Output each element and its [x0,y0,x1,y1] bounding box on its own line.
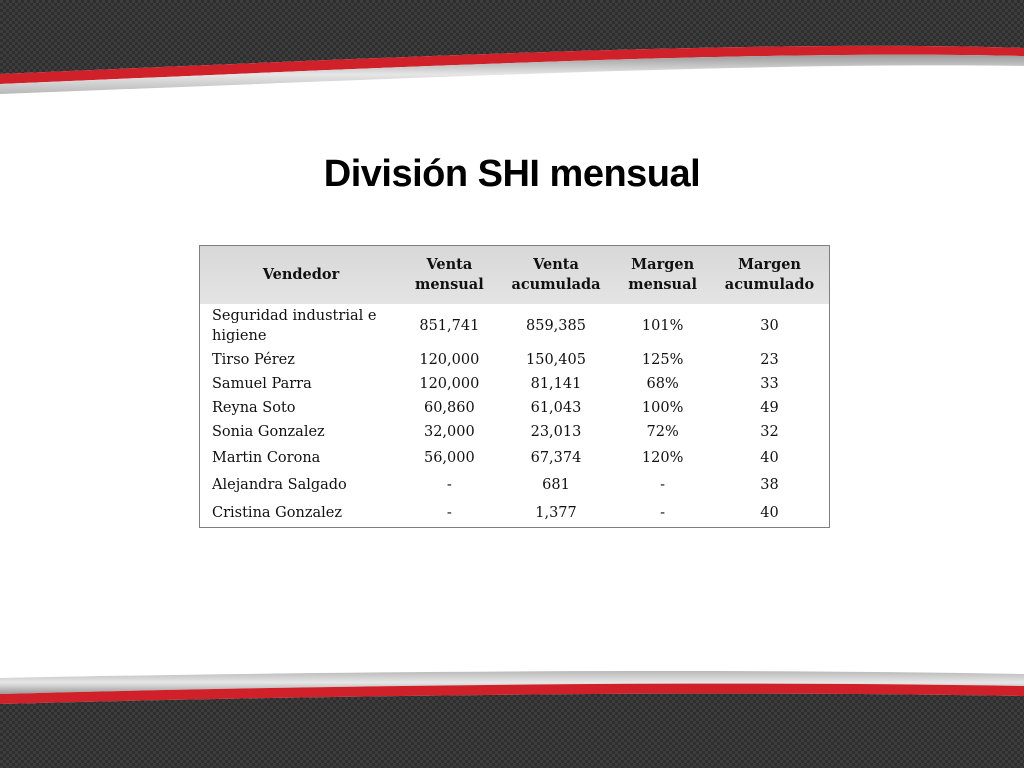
cell-vendedor: Alejandra Salgado [212,477,347,493]
cell-margen-mensual: 100% [641,400,684,416]
cell-venta-acumulada: 150,405 [526,352,586,368]
cell-vendedor: Reyna Soto [212,400,296,416]
cell-margen-mensual: 72% [646,424,679,440]
table-row [200,444,830,471]
cell-margen-acumulado: 23 [760,352,779,368]
cell-venta-mensual: 60,860 [423,400,475,416]
cell-vendedor: Tirso Pérez [212,352,295,368]
table-row [200,304,830,348]
cell-margen-mensual: 125% [641,352,684,368]
cell-margen-acumulado: 30 [760,318,779,334]
cell-margen-mensual: 101% [641,318,684,334]
slide-title: División SHI mensual [323,153,701,196]
cell-vendedor: Cristina Gonzalez [212,505,342,521]
cell-vendedor: Sonia Gonzalez [212,424,325,440]
cell-venta-acumulada: 61,043 [530,400,582,416]
cell-venta-acumulada: 1,377 [535,505,577,521]
table-row [200,420,830,444]
cell-margen-acumulado: 38 [760,477,779,493]
table-row [200,372,830,396]
bottom-decorative-band [0,664,1024,768]
cell-venta-acumulada: 859,385 [526,318,586,334]
header-venta-acumulada: Venta acumulada [511,256,601,293]
cell-venta-mensual: - [446,505,452,521]
cell-margen-acumulado: 33 [760,376,779,392]
table-header-row [200,246,830,305]
cell-venta-acumulada: 81,141 [530,376,582,392]
header-margen-acumulado: Margen acumulado [724,256,815,293]
cell-venta-acumulada: 681 [542,477,570,493]
cell-margen-acumulado: 40 [760,449,779,466]
sales-table [199,245,830,528]
header-margen-mensual: Margen mensual [628,256,697,293]
cell-margen-mensual: 120% [641,449,684,466]
cell-venta-acumulada: 23,013 [530,424,582,440]
cell-margen-acumulado: 40 [760,505,779,521]
cell-vendedor: Samuel Parra [212,376,312,392]
cell-venta-mensual: 851,741 [419,318,480,334]
cell-venta-mensual: 120,000 [419,376,480,392]
cell-venta-mensual: 56,000 [423,449,475,466]
cell-margen-mensual: - [660,477,666,493]
cell-margen-mensual: - [660,505,666,521]
cell-vendedor: Martin Corona [212,449,321,466]
cell-margen-mensual: 68% [646,376,679,392]
cell-venta-acumulada: 67,374 [530,449,582,466]
cell-venta-mensual: 32,000 [423,424,475,440]
table-row [200,499,830,528]
table-row [200,348,830,372]
cell-venta-mensual: 120,000 [419,352,480,368]
top-decorative-band [0,0,1024,100]
header-venta-mensual: Venta mensual [414,256,484,293]
table-row [200,396,830,420]
cell-margen-acumulado: 32 [760,424,779,440]
cell-venta-mensual: - [446,477,452,493]
cell-vendedor: Seguridad industrial e higiene [212,308,377,344]
header-vendedor: Vendedor [262,266,340,283]
cell-margen-acumulado: 49 [760,400,779,416]
table-row [200,471,830,499]
